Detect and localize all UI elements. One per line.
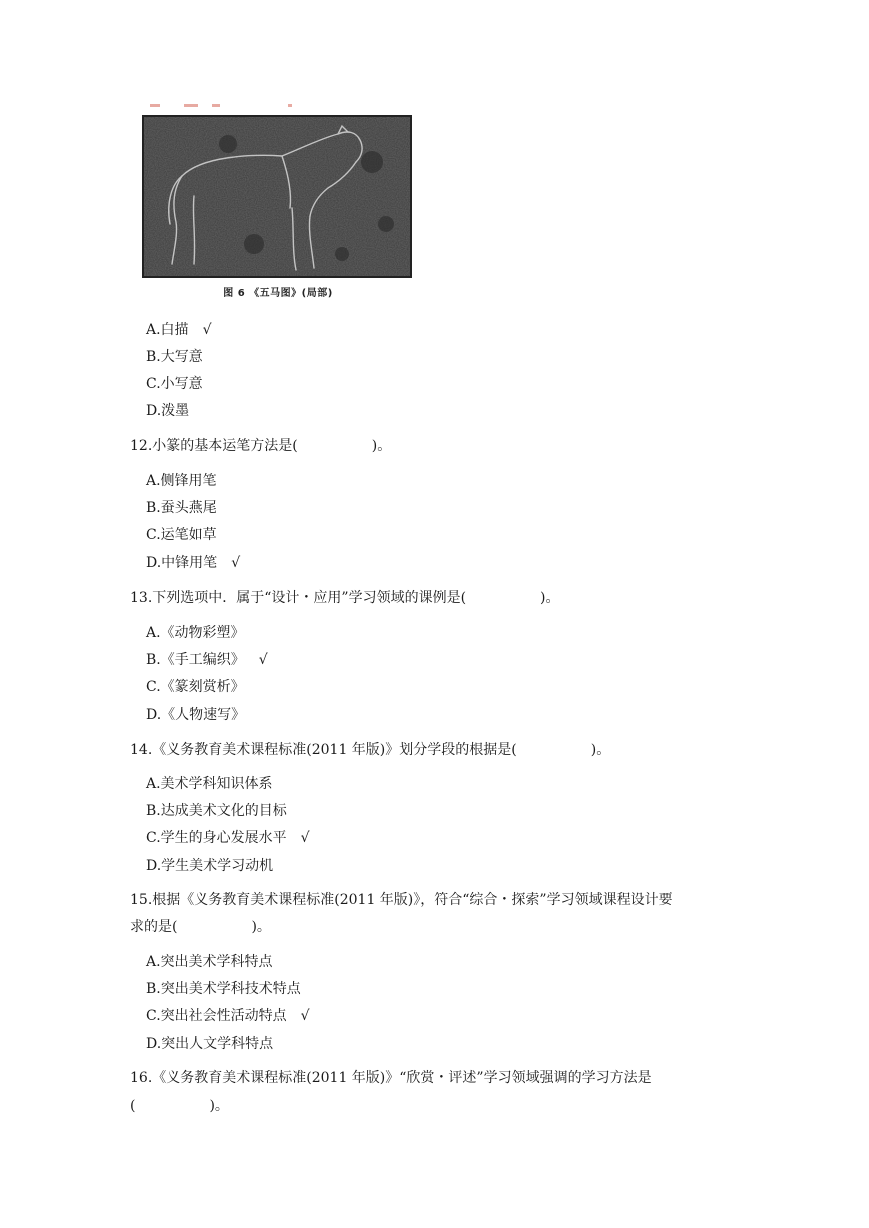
q14-option-c: C.学生的身心发展水平 √ — [146, 830, 310, 846]
painting-image — [142, 104, 414, 284]
question-16-line-1: 16.《义务教育美术课程标准(2011 年版)》“欣赏・评述”学习领域强调的学习方法是 — [130, 1070, 652, 1086]
q15-option-b: B.突出美术学科技术特点 — [146, 981, 301, 997]
q13-option-a: A.《动物彩塑》 — [146, 625, 245, 641]
correct-check-mark: √ — [231, 555, 241, 571]
q14-option-d: D.学生美术学习动机 — [146, 858, 274, 874]
question-15-line-1: 15.根据《义务教育美术课程标准(2011 年版)》，符合“综合・探索”学习领域课程设计要 — [130, 892, 673, 908]
figure-caption: 图 6 《五马图》(局部) — [223, 288, 333, 299]
q11-option-c: C.小写意 — [146, 376, 203, 392]
correct-check-mark: √ — [258, 652, 268, 668]
q11-option-d: D.泼墨 — [146, 403, 190, 419]
correct-check-mark: √ — [300, 830, 310, 846]
q15-option-a: A.突出美术学科特点 — [146, 954, 273, 970]
correct-check-mark: √ — [202, 322, 212, 338]
q12-option-a: A.侧锋用笔 — [146, 473, 217, 489]
q13-option-c: C.《篆刻赏析》 — [146, 679, 245, 695]
seal-marks — [150, 104, 292, 107]
q14-option-b: B.达成美术文化的目标 — [146, 803, 287, 819]
question-15-line-2: 求的是( )。 — [130, 919, 271, 935]
q13-option-b: B.《手工编织》 √ — [146, 652, 268, 668]
q12-option-d: D.中锋用笔 √ — [146, 555, 241, 571]
q14-option-a: A.美术学科知识体系 — [146, 776, 273, 792]
q15-option-c: C.突出社会性活动特点 √ — [146, 1008, 310, 1024]
question-14: 14.《义务教育美术课程标准(2011 年版)》划分学段的根据是( )。 — [130, 742, 611, 758]
question-16-line-2: ( )。 — [130, 1098, 229, 1114]
question-12: 12.小篆的基本运笔方法是( )。 — [130, 438, 392, 454]
q15-option-d: D.突出人文学科特点 — [146, 1036, 274, 1052]
q11-option-b: B.大写意 — [146, 349, 203, 365]
q13-option-d: D.《人物速写》 — [146, 707, 246, 723]
question-13: 13.下列选项中．属于“设计・应用”学习领域的课例是( )。 — [130, 590, 560, 606]
painting-figure — [142, 104, 414, 302]
q12-option-b: B.蚕头燕尾 — [146, 500, 217, 516]
q12-option-c: C.运笔如草 — [146, 527, 217, 543]
correct-check-mark: √ — [300, 1008, 310, 1024]
q11-option-a: A.白描 √ — [146, 322, 212, 338]
